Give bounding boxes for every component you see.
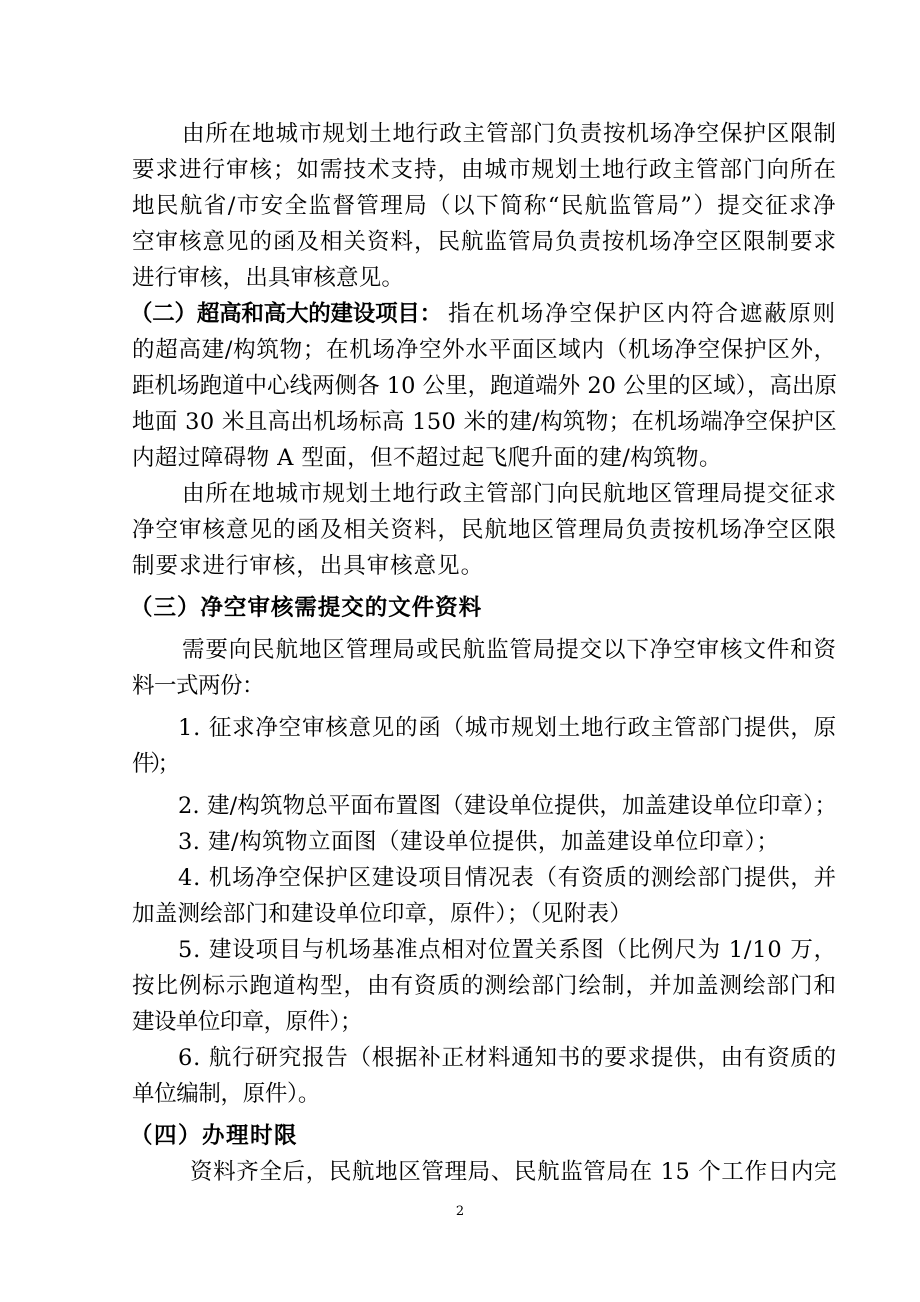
line-text: 地民航省/市安全监督管理局（以下简称“民航监管局”）提交征求净: [132, 193, 837, 219]
section-heading-line: [0, 1118, 920, 1154]
list-item-5: 5. 建设项目与机场基准点相对位置关系图（比例尺为 1/10 万，: [178, 937, 837, 963]
list-item-4: 4. 机场净空保护区建设项目情况表（有资质的测绘部门提供，并: [178, 865, 837, 891]
paragraph-line: [0, 404, 920, 440]
list-item-line: [0, 860, 920, 896]
line-text: 制要求进行审核，出具审核意见。: [132, 553, 485, 579]
line-text: 内超过障碍物 A 型面，但不超过起飞爬升面的建/构筑物。: [132, 445, 722, 471]
paragraph-line: [0, 368, 920, 404]
paragraph-line: [0, 1154, 920, 1190]
section-heading-3: （三）净空审核需提交的文件资料: [130, 595, 483, 621]
paragraph-line: [0, 116, 920, 152]
line-text: 进行审核，出具审核意见。: [132, 265, 405, 291]
list-item-line: [0, 824, 920, 860]
line-text: 的超高建/构筑物；在机场净空外水平面区域内（机场净空保护区外，: [132, 337, 837, 363]
paragraph-line: [0, 440, 920, 476]
list-item-line: [0, 1040, 920, 1076]
line-text: 加盖测绘部门和建设单位印章，原件）；（见附表）: [132, 901, 633, 927]
section-heading-line: [0, 296, 920, 332]
list-item-1: 1. 征求净空审核意见的函（城市规划土地行政主管部门提供，原: [178, 715, 837, 741]
section-heading-2: （二）超高和高大的建设项目：: [130, 301, 442, 327]
paragraph-line: [0, 668, 920, 704]
line-text: 由所在地城市规划土地行政主管部门负责按机场净空保护区限制: [182, 121, 837, 147]
line-text: 建设单位印章，原件）；: [132, 1009, 362, 1035]
line-text: 件）；: [132, 751, 176, 777]
line-text: 净空审核意见的函及相关资料，民航地区管理局负责按机场净空区限: [132, 517, 838, 543]
paragraph-line: [0, 224, 920, 260]
line-text: 要求进行审核；如需技术支持，由城市规划土地行政主管部门向所在: [132, 157, 838, 183]
paragraph-line: [0, 260, 920, 296]
list-item-line: [0, 932, 920, 968]
paragraph-line: [0, 512, 920, 548]
list-item-line: [0, 896, 920, 932]
list-item-line: [0, 710, 920, 746]
list-item-line: [0, 1004, 920, 1040]
paragraph-line: [0, 332, 920, 368]
line-text: 资料齐全后，民航地区管理局、民航监管局在 15 个工作日内完: [190, 1159, 838, 1185]
page-number: 2: [455, 1204, 465, 1219]
paragraph-line: [0, 476, 920, 512]
line-text: 需要向民航地区管理局或民航监管局提交以下净空审核文件和资: [182, 637, 837, 663]
list-item-3: 3. 建/构筑物立面图（建设单位提供，加盖建设单位印章）；: [178, 829, 780, 855]
paragraph-line: [0, 152, 920, 188]
line-text: 指在机场净空保护区内符合遮蔽原则: [448, 301, 837, 327]
list-item-line: [0, 746, 920, 782]
paragraph-line: [0, 548, 920, 584]
section-heading-line: [0, 590, 920, 626]
line-text: 按比例标示跑道构型，由有资质的测绘部门绘制，并加盖测绘部门和: [132, 973, 838, 999]
line-text: 空审核意见的函及相关资料，民航监管局负责按机场净空区限制要求: [132, 229, 838, 255]
line-text: 地面 30 米且高出机场标高 150 米的建/构筑物；在机场端净空保护区: [132, 409, 838, 435]
list-item-2: 2. 建/构筑物总平面布置图（建设单位提供，加盖建设单位印章）；: [178, 793, 838, 819]
list-item-6: 6. 航行研究报告（根据补正材料通知书的要求提供，由有资质的: [178, 1045, 837, 1071]
section-heading-4: （四）办理时限: [130, 1123, 299, 1149]
line-text: 单位编制，原件）。: [132, 1081, 321, 1107]
list-item-line: [0, 1076, 920, 1112]
list-item-line: [0, 968, 920, 1004]
line-text: 距机场跑道中心线两侧各 10 公里，跑道端外 20 公里的区域），高出原: [132, 373, 837, 399]
list-item-line: [0, 788, 920, 824]
line-text: 料一式两份：: [132, 673, 265, 699]
paragraph-line: [0, 632, 920, 668]
line-text: 由所在地城市规划土地行政主管部门向民航地区管理局提交征求: [182, 481, 837, 507]
paragraph-line: [0, 188, 920, 224]
